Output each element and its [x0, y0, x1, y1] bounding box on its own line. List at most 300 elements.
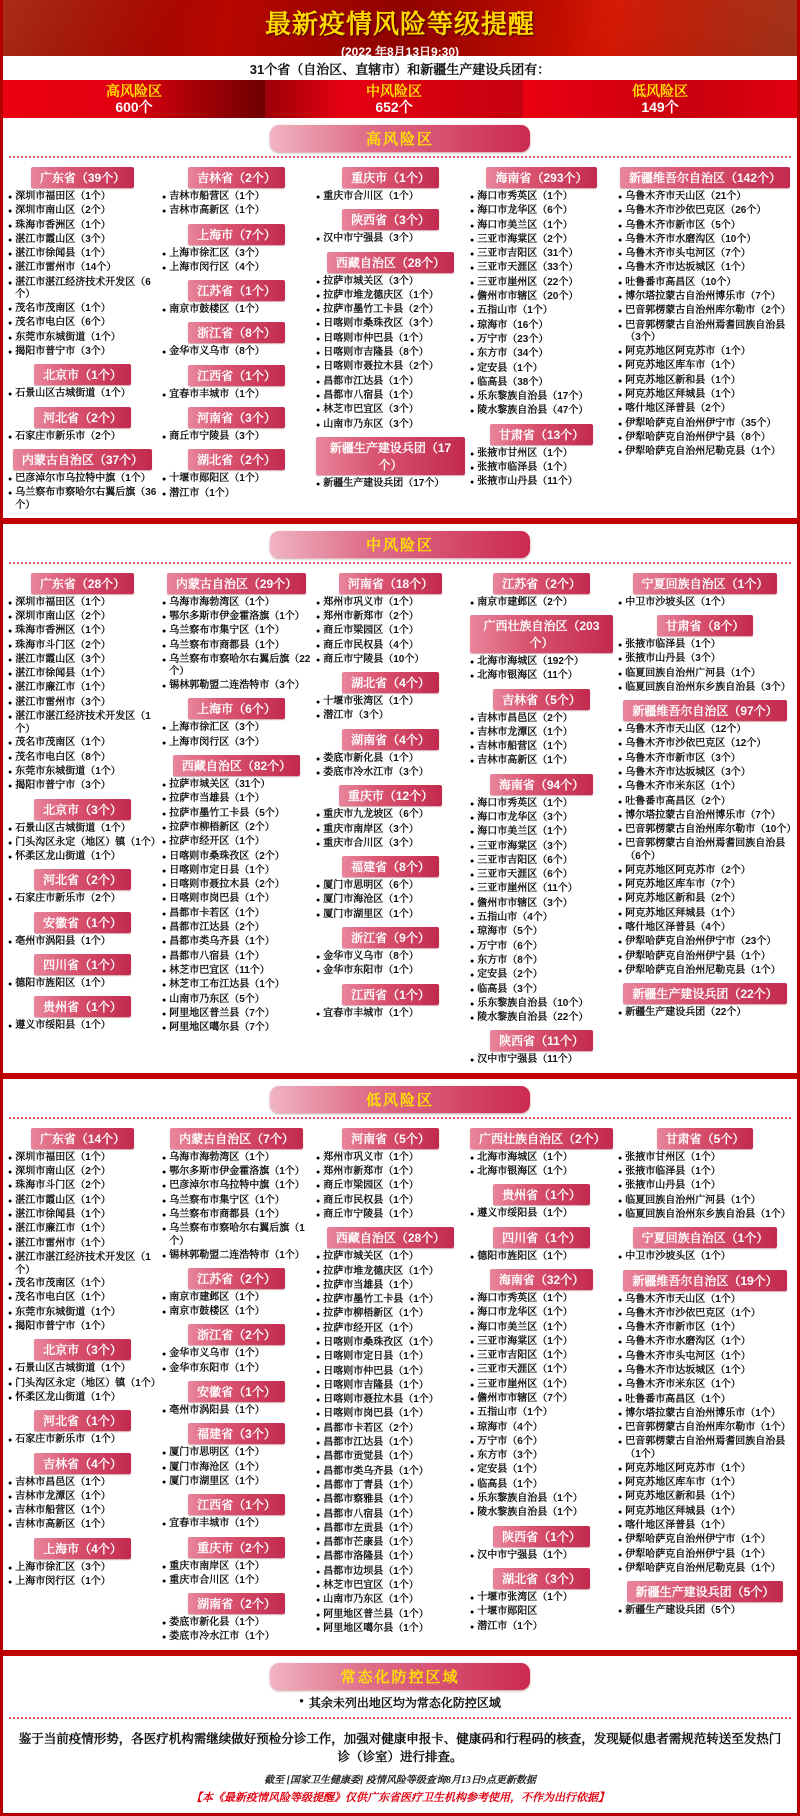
- region-list: [618, 1294, 792, 1577]
- section-normal-control: [3, 1663, 797, 1719]
- region-item-label: 东莞市东城街道（1个）: [15, 1306, 121, 1318]
- bullet-icon: ●: [618, 1310, 623, 1318]
- province-header: 河南省（18个）: [339, 573, 442, 594]
- region-item-label: 南京市鼓楼区（1个）: [169, 1306, 265, 1318]
- region-item: [162, 1209, 311, 1222]
- bullet-icon: ●: [470, 843, 475, 851]
- region-item: [316, 376, 465, 389]
- bullet-icon: ●: [8, 981, 13, 989]
- region-item: [618, 796, 792, 809]
- bullet-icon: ●: [8, 306, 13, 314]
- region-item-label: 湛江市霞山区（3个）: [15, 233, 111, 245]
- region-list: [8, 1363, 161, 1405]
- region-list: [618, 639, 792, 695]
- bullet-icon: ●: [618, 349, 623, 357]
- region-item-label: 乌鲁木齐市沙依巴克区（1个）: [625, 1307, 761, 1319]
- region-item-label: 拉萨市柳梧新区（2个）: [169, 821, 275, 833]
- region-item: [8, 1392, 157, 1405]
- bullet-icon: ●: [8, 613, 13, 621]
- region-item-label: 张掖市临泽县（1个）: [625, 638, 721, 650]
- region-item-label: 湛江市徐闻县（1个）: [15, 668, 111, 680]
- region-item: [470, 405, 613, 418]
- region-item: [162, 1348, 311, 1361]
- region-item-label: 拉萨市墨竹工卡县（1个）: [323, 1294, 439, 1306]
- region-item: [316, 894, 465, 907]
- region-list: [162, 304, 311, 317]
- region-item-label: 汉中市宁强县（3个）: [323, 233, 419, 245]
- bullet-icon: ●: [618, 925, 623, 933]
- region-item: [316, 640, 465, 653]
- bullet-icon: ●: [470, 800, 475, 808]
- stat-cell-medium: [265, 80, 523, 118]
- region-item-label: 重庆市合川区（1个）: [323, 191, 419, 202]
- region-item: [8, 752, 157, 765]
- region-item-label: 茂名市电白区（6个）: [15, 317, 111, 329]
- region-item-label: 昌都市八宿县（1个）: [169, 950, 265, 962]
- section-divider-bar: [3, 518, 797, 524]
- region-item-label: 娄底市新化县（1个）: [323, 752, 419, 764]
- region-item: [316, 419, 465, 432]
- region-item-label: 亳州市涡阳县（1个）: [15, 935, 111, 947]
- bullet-icon: ●: [470, 408, 475, 416]
- region-item-label: 昌都市卡若区（2个）: [323, 1422, 419, 1434]
- bullet-icon: ●: [316, 1625, 321, 1633]
- province-header: 北京市（1个）: [34, 364, 131, 385]
- region-item: [316, 390, 465, 403]
- region-item-label: 娄底市新化县（1个）: [169, 1617, 265, 1629]
- region-item-label: 拉萨市墨竹工卡县（2个）: [323, 304, 439, 316]
- province-header: 新疆维吾尔自治区（97个）: [623, 700, 786, 721]
- bullet-icon: ●: [316, 812, 321, 820]
- bullet-icon: ●: [470, 957, 475, 965]
- region-item: [470, 334, 613, 347]
- bullet-icon: ●: [162, 1025, 167, 1033]
- region-item-label: 乐东黎族自治县（1个）: [477, 1493, 583, 1505]
- bullet-icon: ●: [8, 1324, 13, 1332]
- region-item: [618, 1605, 792, 1618]
- region-item-label: 湛江市湛江经济技术开发区（1个）: [15, 710, 151, 735]
- region-item: [618, 838, 792, 863]
- bullet-icon: ●: [470, 265, 475, 273]
- region-item: [162, 1022, 311, 1035]
- bullet-icon: ●: [162, 782, 167, 790]
- region-item-label: 昌都市贡觉县（1个）: [323, 1451, 419, 1463]
- region-item-label: 伊犁哈萨克自治州尼勒克县（1个）: [625, 1562, 781, 1574]
- region-item-label: 昌都市江达县（1个）: [323, 375, 419, 387]
- region-item-label: 日喀则市定日县（1个）: [169, 864, 275, 876]
- region-item-label: 十堰市郧阳区（1个）: [169, 473, 265, 485]
- bullet-icon: ●: [316, 769, 321, 777]
- region-list: [162, 1152, 311, 1263]
- region-item-label: 昌都市八宿县（1个）: [323, 1508, 419, 1520]
- stat-cell-high: [3, 80, 265, 118]
- region-item: [470, 1322, 613, 1335]
- region-item: [618, 1152, 792, 1165]
- bullet-icon: ●: [8, 1508, 13, 1516]
- region-item-label: 湛江市廉江市（1个）: [15, 1223, 111, 1235]
- region-item-label: 郑州市新郑市（2个）: [323, 610, 419, 622]
- bullet-icon: ●: [162, 1010, 167, 1018]
- region-item: [316, 1580, 465, 1593]
- region-item: [316, 710, 465, 723]
- region-list: [162, 1405, 311, 1418]
- region-item: [8, 1377, 161, 1391]
- region-item-label: 昌都市边坝县（1个）: [323, 1565, 419, 1577]
- region-item: [162, 965, 311, 978]
- region-item: [162, 951, 311, 964]
- region-item: [470, 1436, 613, 1449]
- region-item-label: 张掖市山丹县（11个）: [477, 476, 578, 488]
- region-item-label: 厦门市思明区（6个）: [323, 880, 419, 892]
- region-item: [162, 822, 311, 835]
- bullet-icon: ●: [316, 1554, 321, 1562]
- bullet-icon: ●: [8, 825, 13, 833]
- region-item-label: 十堰市张湾区（1个）: [477, 1591, 573, 1603]
- region-item-label: 乌海市海勃湾区（1个）: [169, 1151, 275, 1163]
- region-list: [470, 713, 613, 769]
- region-item-label: 乌兰察布市察哈尔右翼后旗（22个）: [169, 653, 311, 678]
- region-item: [8, 611, 157, 624]
- region-item: [470, 1407, 613, 1420]
- bullet-icon: ●: [162, 1154, 167, 1162]
- region-item: [618, 936, 792, 949]
- province-header: 陕西省（3个）: [342, 209, 439, 230]
- region-item: [470, 869, 613, 882]
- region-item: [470, 191, 613, 204]
- bullet-icon: ●: [162, 1577, 167, 1585]
- region-item: [316, 1152, 465, 1165]
- region-item-label: 德阳市旌阳区（1个）: [15, 978, 111, 990]
- bullet-icon: ●: [618, 812, 623, 820]
- region-item-label: 石景山区古城街道（1个）: [15, 822, 131, 834]
- region-item-label: 锡林郭勒盟二连浩特市（1个）: [169, 1249, 305, 1261]
- region-item: [162, 640, 311, 653]
- region-item: [618, 1308, 792, 1321]
- bullet-icon: ●: [618, 1537, 623, 1545]
- region-item: [316, 1494, 465, 1507]
- region-item-label: 中卫市沙坡头区（1个）: [625, 596, 731, 608]
- province-header: 湖北省（4个）: [342, 672, 439, 693]
- risk-column: [316, 162, 465, 492]
- region-item-label: 昌都市江达县（1个）: [323, 1437, 419, 1449]
- region-item: [470, 1550, 613, 1563]
- section-medium-risk: [3, 531, 797, 1079]
- region-item-label: 陵水黎族自治县（47个）: [477, 405, 589, 417]
- region-item: [8, 332, 157, 345]
- region-item: [618, 922, 792, 935]
- province-header: 吉林省（5个）: [493, 689, 590, 710]
- region-item: [618, 418, 792, 431]
- region-list: [8, 978, 157, 991]
- region-list: [470, 1592, 613, 1634]
- region-item-label: 伊犁哈萨克自治州尼勒克县（1个）: [625, 446, 781, 458]
- region-item: [470, 476, 613, 489]
- risk-column: [8, 1123, 161, 1591]
- region-item-label: 汉中市宁强县（11个）: [477, 1054, 578, 1066]
- region-item: [316, 1609, 465, 1622]
- region-item: [470, 1379, 613, 1392]
- bullet-icon: ●: [618, 1551, 623, 1559]
- region-item-label: 上海市闵行区（4个）: [169, 261, 265, 273]
- region-item: [618, 1007, 792, 1020]
- bullet-icon: ●: [470, 1000, 475, 1008]
- region-item-label: 拉萨市当雄县（1个）: [323, 1279, 419, 1291]
- region-item: [470, 377, 613, 390]
- region-item-label: 深圳市南山区（2个）: [15, 1166, 111, 1178]
- region-item: [618, 908, 792, 921]
- bullet-icon: ●: [618, 265, 623, 273]
- region-item: [8, 1562, 157, 1575]
- bullet-icon: ●: [8, 713, 13, 721]
- region-item-label: 日喀则市桑珠孜区（3个）: [323, 318, 439, 330]
- bullet-icon: ●: [470, 1381, 475, 1389]
- section-title-high: 高风险区: [270, 125, 530, 152]
- region-item-label: 吐鲁番市高昌区（1个）: [625, 1393, 731, 1405]
- region-item: [618, 320, 792, 345]
- bullet-icon: ●: [316, 1325, 321, 1333]
- region-item-label: 巴音郭楞蒙古自治州焉耆回族自治县（3个）: [625, 319, 786, 344]
- region-item: [162, 1223, 311, 1248]
- region-item: [162, 191, 311, 204]
- region-item-label: 拉萨市柳梧新区（1个）: [323, 1308, 429, 1320]
- region-item-label: 林芝市巴宜区（1个）: [323, 1580, 419, 1592]
- region-item: [470, 1393, 613, 1406]
- region-item: [470, 277, 613, 290]
- region-item-label: 海口市龙华区（1个）: [477, 1307, 573, 1319]
- region-item-label: 吉林市高新区（1个）: [15, 1519, 111, 1531]
- region-item-label: 湛江市湛江经济技术开发区（1个）: [15, 1251, 151, 1276]
- bullet-icon: ●: [162, 796, 167, 804]
- region-item: [162, 262, 311, 275]
- bullet-icon: ●: [316, 480, 321, 488]
- region-item-label: 深圳市福田区（1个）: [15, 596, 111, 608]
- bullet-icon: ●: [470, 758, 475, 766]
- bullet-icon: ●: [316, 1282, 321, 1290]
- region-item: [618, 1322, 792, 1335]
- bullet-icon: ●: [8, 208, 13, 216]
- region-item: [316, 1380, 465, 1393]
- region-item: [316, 1523, 465, 1536]
- region-item: [316, 951, 465, 964]
- region-item-label: 日喀则市岗巴县（1个）: [169, 893, 275, 905]
- region-item-label: 定安县（1个）: [477, 1464, 543, 1476]
- bullet-icon: ●: [316, 1568, 321, 1576]
- region-list: [162, 191, 311, 219]
- region-item: [316, 318, 465, 331]
- region-item: [470, 1621, 613, 1634]
- region-item: [470, 1293, 613, 1306]
- bullet-icon: ●: [8, 1154, 13, 1162]
- region-item: [162, 597, 311, 610]
- region-item-label: 乐东黎族自治县（10个）: [477, 997, 589, 1009]
- region-item: [470, 898, 613, 911]
- region-item: [316, 1180, 465, 1193]
- province-header: 甘肃省（5个）: [657, 1128, 754, 1149]
- bullet-icon: ●: [316, 883, 321, 891]
- region-item-label: 琼海市（4个）: [477, 1421, 543, 1433]
- bullet-icon: ●: [162, 1464, 167, 1472]
- region-item-label: 喀什地区泽普县（1个）: [625, 1520, 731, 1532]
- region-item: [8, 1307, 157, 1320]
- region-item-label: 茂名市茂南区（1个）: [15, 303, 111, 315]
- region-item-label: 三亚市崖州区（22个）: [477, 276, 579, 288]
- region-item: [8, 205, 157, 218]
- bullet-icon: ●: [162, 1563, 167, 1571]
- region-list: [470, 1208, 613, 1221]
- region-item: [8, 936, 157, 949]
- stat-label-low: 低风险区: [632, 82, 689, 99]
- bullet-icon: ●: [8, 1254, 13, 1262]
- region-item-label: 伊犁哈萨克自治州伊宁县（8个）: [625, 431, 771, 443]
- region-item-label: 拉萨市经开区（1个）: [169, 836, 265, 848]
- province-header: 北京市（3个）: [34, 1339, 131, 1360]
- region-item: [618, 277, 792, 290]
- region-item-label: 日喀则市桑珠孜区（2个）: [169, 850, 285, 862]
- bullet-icon: ●: [316, 1511, 321, 1519]
- region-item-label: 博尔塔拉蒙古自治州博乐市（7个）: [625, 291, 781, 303]
- bullet-icon: ●: [8, 938, 13, 946]
- region-item: [162, 1008, 311, 1021]
- region-item-label: 深圳市福田区（1个）: [15, 191, 111, 202]
- bullet-icon: ●: [470, 1169, 475, 1177]
- region-item-label: 巴音郭楞蒙古自治州库尔勒市（10个）: [625, 824, 797, 836]
- province-header: 安徽省（1个）: [34, 912, 131, 933]
- bullet-icon: ●: [316, 642, 321, 650]
- region-item-label: 琼海市（16个）: [477, 319, 549, 331]
- region-item-label: 潜江市（3个）: [323, 710, 389, 722]
- province-header: 甘肃省（8个）: [657, 615, 754, 636]
- bullet-icon: ●: [8, 1479, 13, 1487]
- region-item-label: 湛江市廉江市（1个）: [15, 682, 111, 694]
- region-item-label: 山南市乃东区（1个）: [323, 1594, 419, 1606]
- region-item-label: 阿克苏地区拜城县（1个）: [625, 1505, 741, 1517]
- region-item: [8, 487, 157, 512]
- region-item: [316, 191, 465, 204]
- region-item-label: 东莞市东城街道（1个）: [15, 331, 121, 343]
- region-item-label: 门头沟区永定（地区）镇（1个）: [15, 1377, 161, 1389]
- region-item: [470, 1307, 613, 1320]
- region-item-label: 乌兰察布市集宁区（1个）: [169, 625, 285, 637]
- region-item: [316, 1266, 465, 1279]
- bullet-icon: ●: [618, 322, 623, 330]
- bullet-icon: ●: [470, 1324, 475, 1332]
- province-header: 江西省（1个）: [188, 1494, 285, 1515]
- region-item-label: 乌鲁木齐市沙依巴克区（12个）: [625, 738, 767, 750]
- bullet-icon: ●: [316, 278, 321, 286]
- region-item: [8, 697, 157, 710]
- bullet-icon: ●: [316, 1297, 321, 1305]
- bullet-icon: ●: [470, 1253, 475, 1261]
- bullet-icon: ●: [162, 967, 167, 975]
- region-item-label: 巴音郭楞蒙古自治州库尔勒市（2个）: [625, 305, 791, 317]
- region-item-label: 吉林市昌邑区（2个）: [477, 712, 573, 724]
- province-header: 上海市（4个）: [34, 1538, 131, 1559]
- region-item-label: 东方市（8个）: [477, 954, 543, 966]
- region-item: [316, 276, 465, 289]
- bullet-icon: ●: [470, 943, 475, 951]
- region-list: [162, 346, 311, 359]
- region-item: [470, 826, 613, 839]
- region-item-label: 珠海市香洲区（1个）: [15, 219, 111, 231]
- province-header: 贵州省（1个）: [34, 996, 131, 1017]
- province-header: 重庆市（2个）: [188, 1537, 285, 1558]
- stat-count-low: 149个: [641, 99, 679, 115]
- region-item-label: 新疆生产建设兵团（5个）: [625, 1605, 741, 1617]
- region-item-label: 怀柔区龙山街道（1个）: [15, 851, 121, 863]
- region-item-label: 湛江市湛江经济技术开发区（6个）: [15, 276, 151, 301]
- region-item: [8, 654, 157, 667]
- bullet-icon: ●: [470, 1623, 475, 1631]
- region-item-label: 湛江市霞山区（3个）: [15, 653, 111, 665]
- region-item: [8, 836, 161, 850]
- bullet-icon: ●: [8, 1493, 13, 1501]
- region-item: [162, 654, 311, 679]
- region-item: [162, 205, 311, 218]
- region-item: [162, 793, 311, 806]
- bullet-icon: ●: [316, 1440, 321, 1448]
- region-item-label: 海口市龙华区（3个）: [477, 811, 573, 823]
- risk-column: [618, 568, 797, 1022]
- bullet-icon: ●: [470, 208, 475, 216]
- bullet-icon: ●: [470, 929, 475, 937]
- region-item: [162, 908, 311, 921]
- region-item: [470, 941, 613, 954]
- region-item: [618, 753, 792, 766]
- province-header: 河北省（2个）: [34, 407, 131, 428]
- region-item-label: 拉萨市城关区（3个）: [323, 275, 419, 287]
- bullet-icon: ●: [316, 1254, 321, 1262]
- province-header: 内蒙古自治区（37个）: [13, 449, 152, 470]
- region-item-label: 重庆市九龙坡区（6个）: [323, 809, 429, 821]
- region-item-label: 拉萨市城关区（31个）: [169, 779, 271, 791]
- region-list: [470, 448, 613, 490]
- region-item-label: 石家庄市新乐市（2个）: [15, 893, 121, 905]
- region-item: [618, 597, 792, 610]
- region-item: [470, 291, 613, 304]
- region-item-label: 拉萨市经开区（1个）: [323, 1322, 419, 1334]
- region-item-label: 张掖市临泽县（1个）: [625, 1166, 721, 1178]
- bullet-icon: ●: [8, 783, 13, 791]
- province-header: 重庆市（1个）: [342, 167, 439, 188]
- bullet-icon: ●: [8, 699, 13, 707]
- region-item-label: 湛江市徐闻县（1个）: [15, 1208, 111, 1220]
- region-item: [618, 879, 792, 892]
- bullet-icon: ●: [470, 1410, 475, 1418]
- province-header: 江苏省（2个）: [493, 573, 590, 594]
- section-low-risk: [3, 1086, 797, 1656]
- region-item: [8, 1238, 157, 1251]
- region-item-label: 海口市美兰区（1个）: [477, 219, 573, 231]
- region-item: [316, 1480, 465, 1493]
- bullet-icon: ●: [470, 1594, 475, 1602]
- bullet-icon: ●: [470, 194, 475, 201]
- region-item: [618, 305, 792, 318]
- bullet-icon: ●: [618, 1010, 623, 1018]
- section-title-low: 低风险区: [270, 1086, 530, 1113]
- region-list: [8, 473, 157, 513]
- region-item: [8, 1519, 157, 1532]
- bullet-icon: ●: [316, 613, 321, 621]
- region-item: [8, 597, 157, 610]
- normal-note-line: [3, 1694, 797, 1711]
- bullet-icon: ●: [162, 953, 167, 961]
- region-item: [618, 1394, 792, 1407]
- region-item: [8, 1491, 157, 1504]
- region-item: [162, 1462, 311, 1475]
- region-list: [470, 1293, 613, 1521]
- region-item: [162, 1306, 311, 1319]
- bullet-icon: ●: [316, 421, 321, 429]
